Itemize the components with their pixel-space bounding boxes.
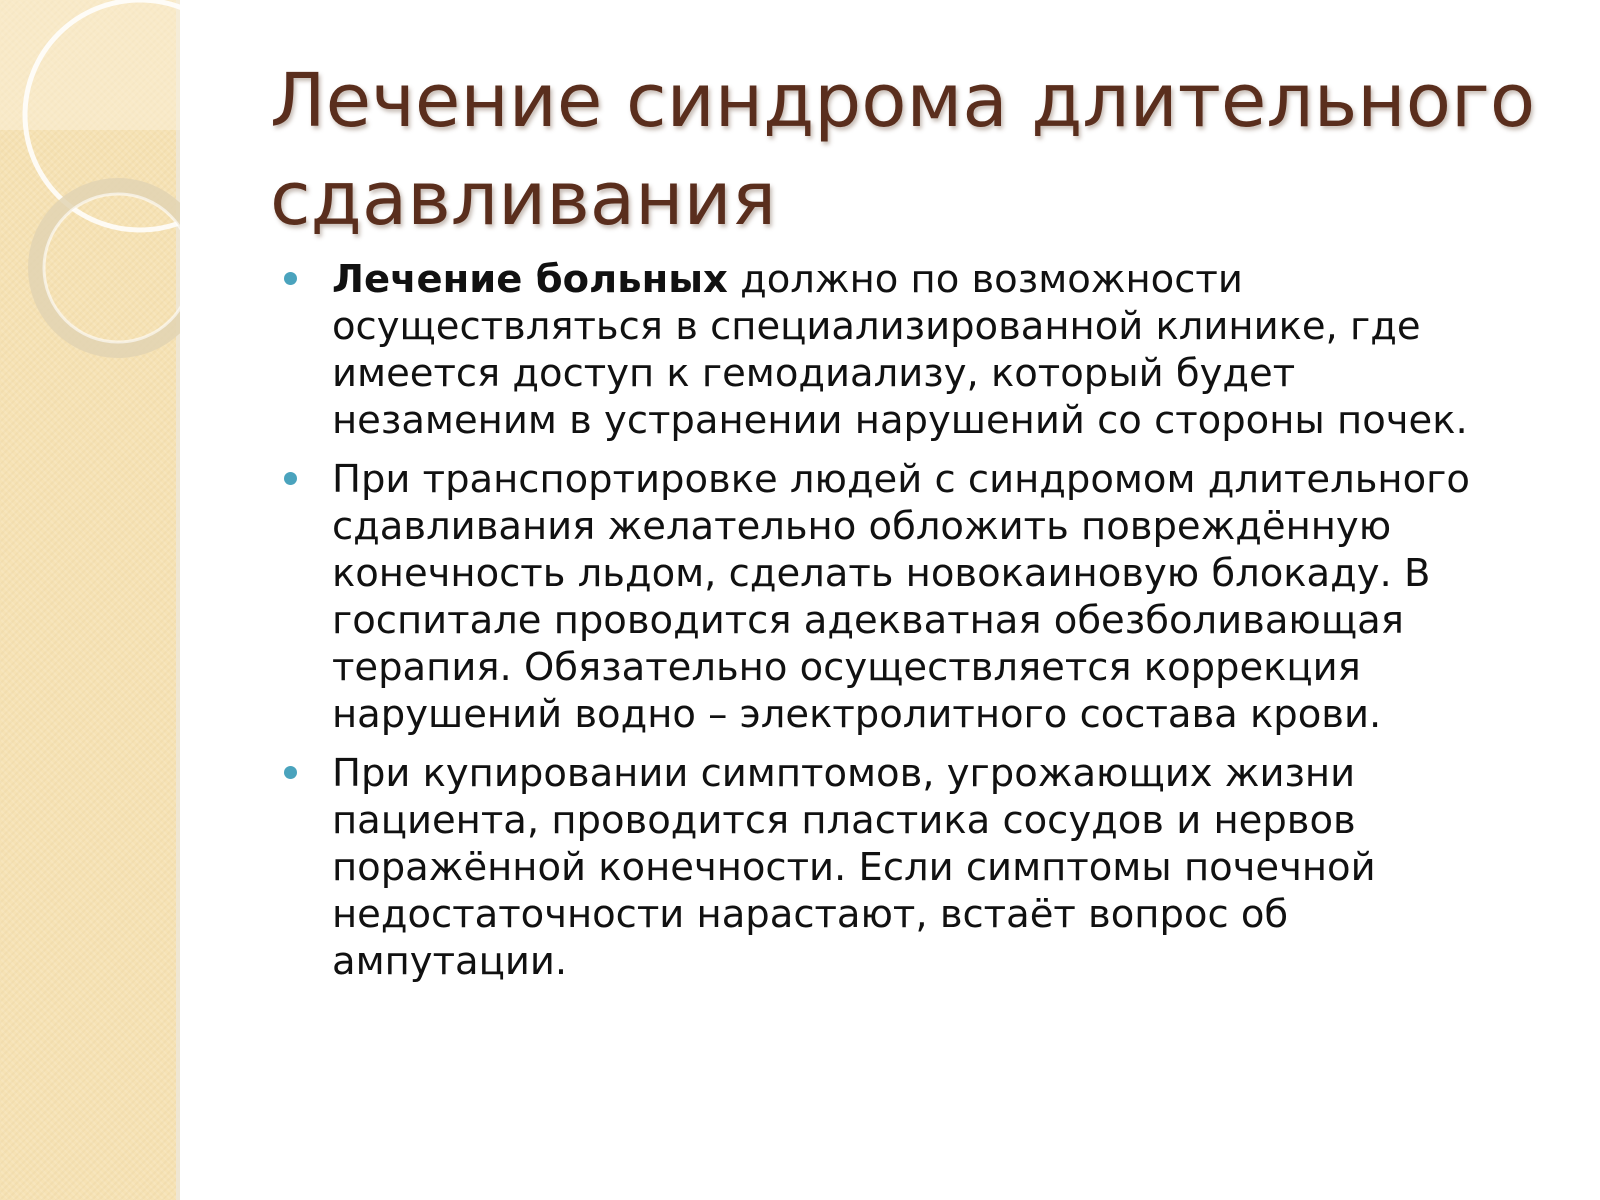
bullet-text: При транспортировке людей с синдромом длительного сдавливания желательно обложить повреждённую конечность льдом, сделать новокаиновую блокаду. В госпитале проводится адекватная обезболивающая терапия. Обязательно осуществляется коррекция нарушений водно – электролитного состава крови. <box>332 457 1470 737</box>
bullet-lead-bold: Лечение больных <box>332 257 728 302</box>
slide-title: Лечение синдрома длительного сдавливания <box>270 58 1536 242</box>
bullet-list <box>282 256 1522 997</box>
bullet-dot-icon <box>284 472 297 485</box>
decorative-rings <box>0 0 180 400</box>
bullet-item-surgery <box>282 750 1522 985</box>
bullet-dot-icon <box>284 272 297 285</box>
bullet-dot-icon <box>284 766 297 779</box>
bullet-item-transport <box>282 456 1522 738</box>
bullet-item-hospital <box>282 256 1522 444</box>
bullet-text: должно по возможности осуществляться в специализированной клинике, где имеется доступ к гемодиализу, который будет незаменим в устранении нарушений со стороны почек. <box>332 257 1468 443</box>
small-ring-highlight <box>44 194 180 342</box>
small-ring <box>36 186 180 350</box>
bullet-text: При купировании симптомов, угрожающих жизни пациента, проводится пластика сосудов и нервов поражённой конечности. Если симптомы почечной недостаточности нарастают, встаёт вопрос об ампутации. <box>332 751 1376 984</box>
